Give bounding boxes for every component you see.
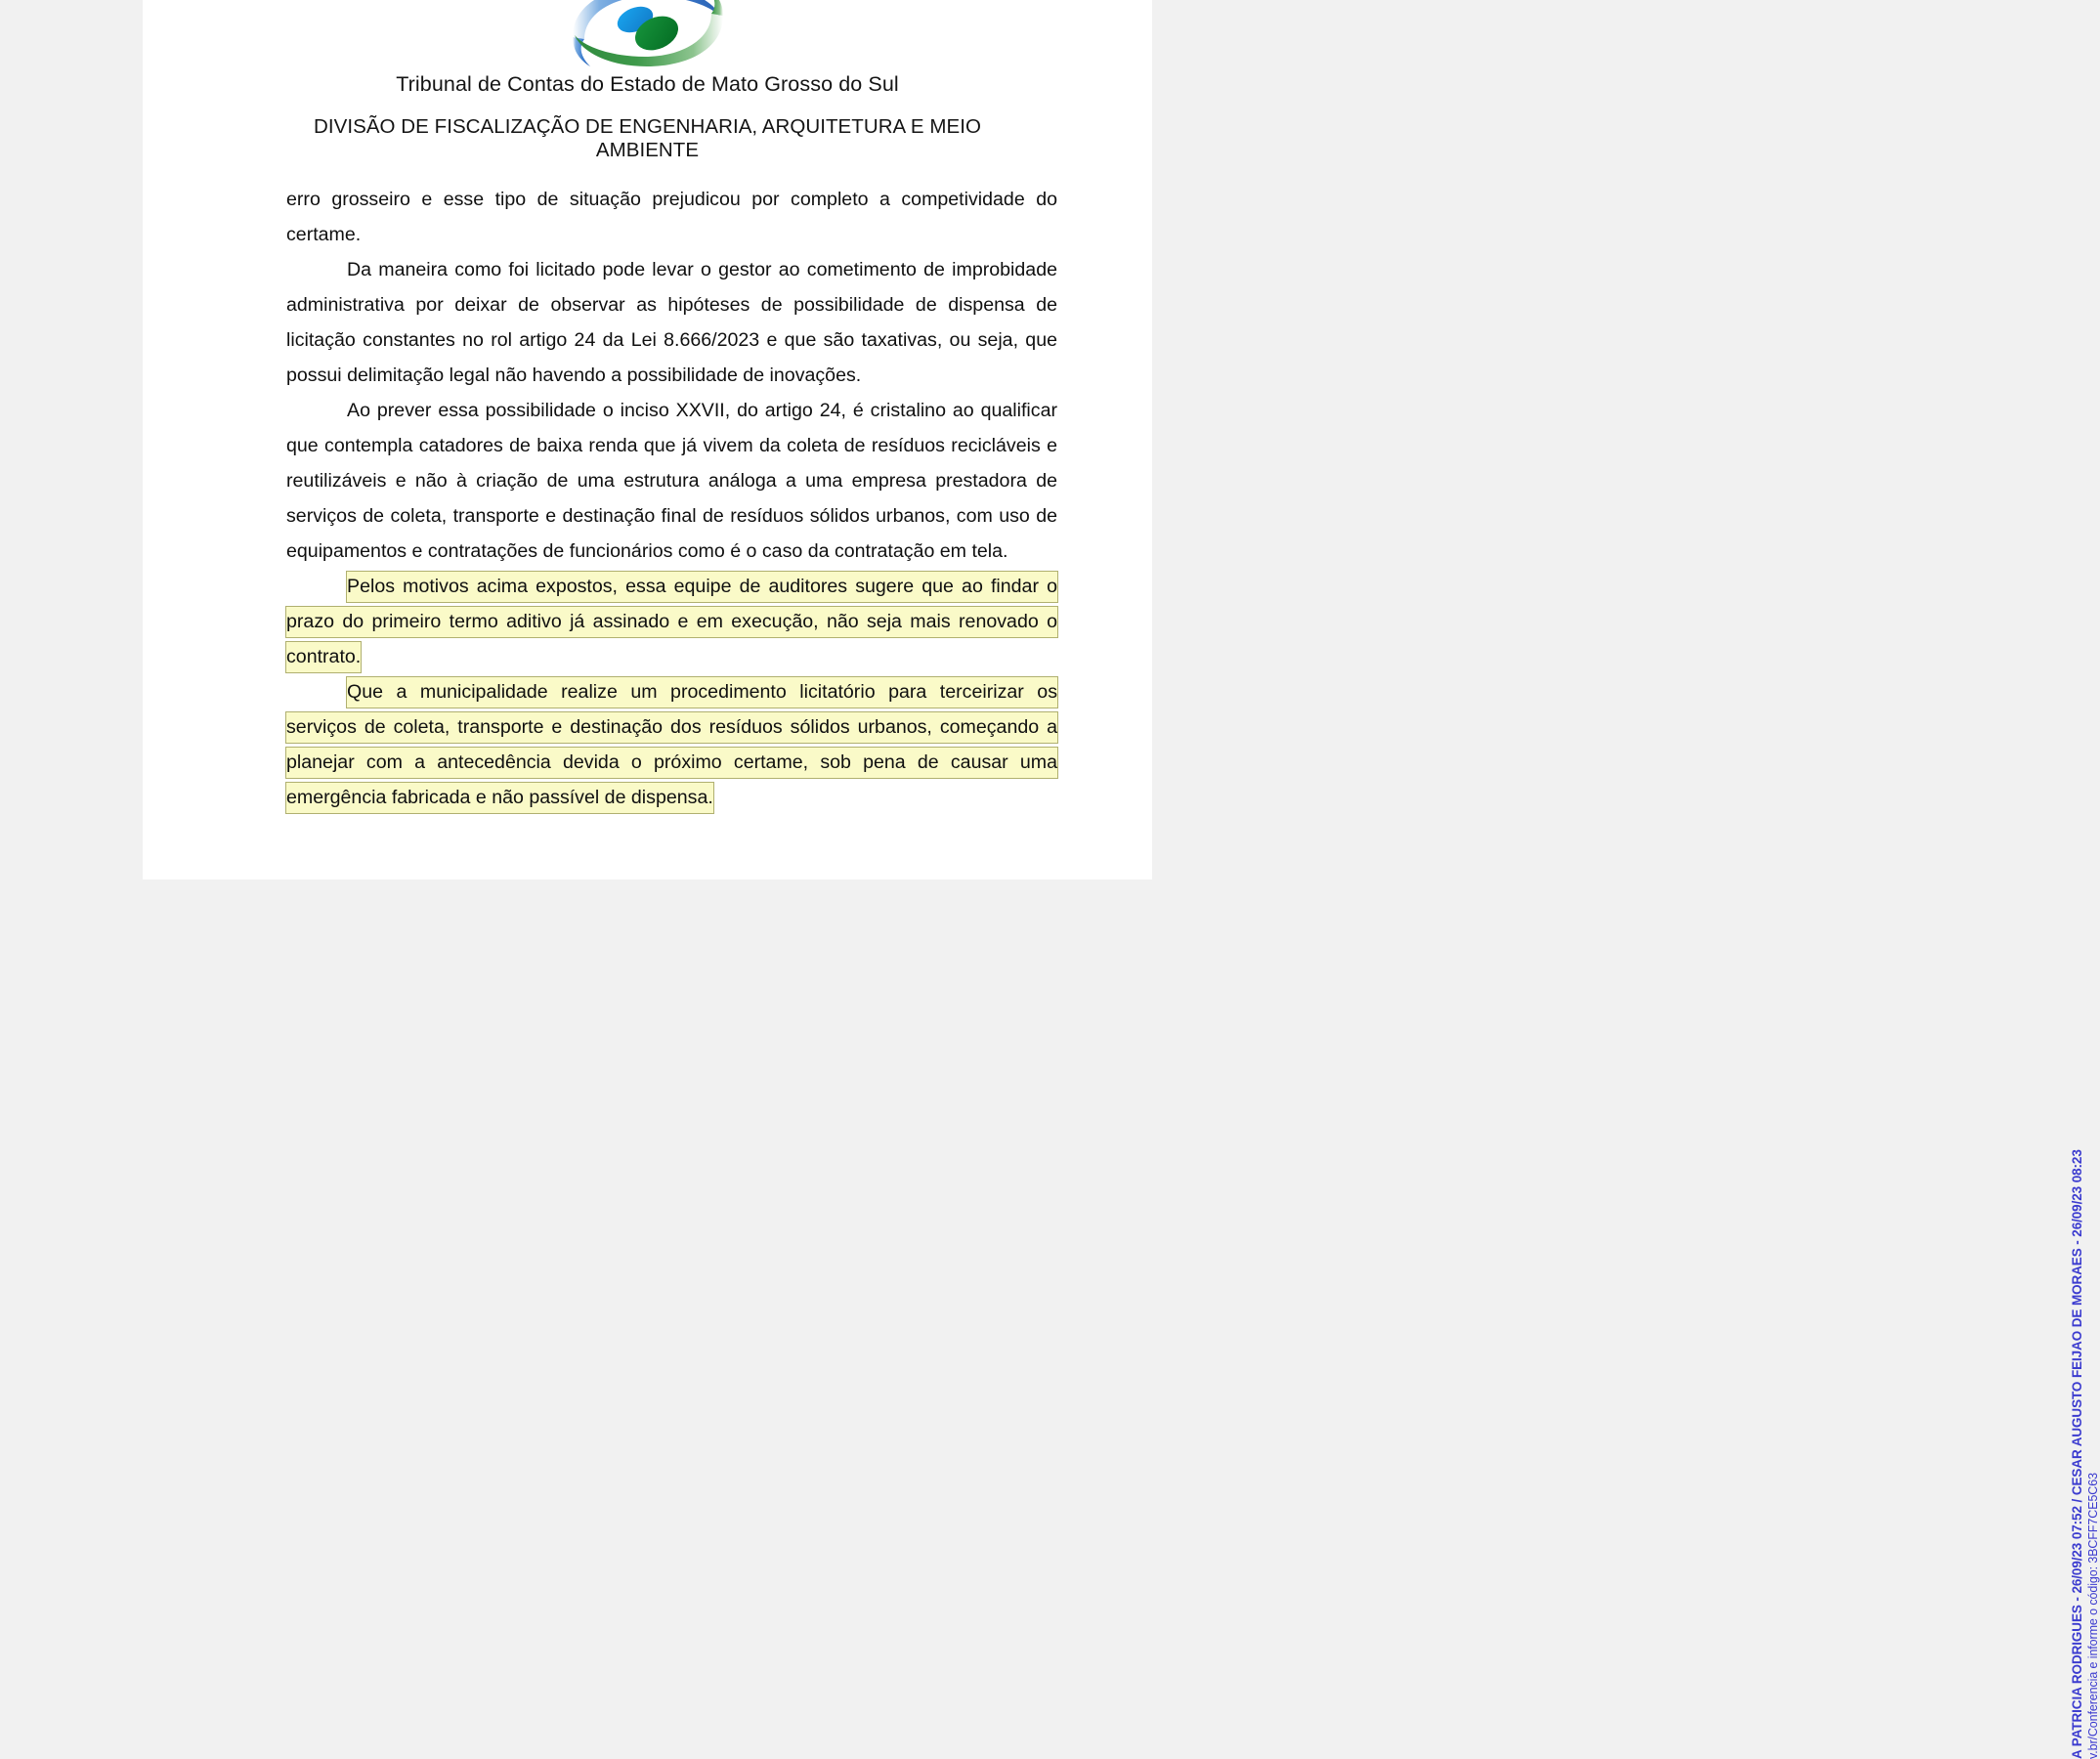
- paragraph-improbidade: Da maneira como foi licitado pode levar o gestor ao cometimento de improbidade administrativa por deixar de observar as hipóteses de possibilidade de dispensa de licitação constantes no rol artigo 24 da Lei 8.666/2023 e que são taxativas, ou seja, que possui delimitação legal não havendo a possibilidade de inovações.: [286, 258, 1057, 386]
- paragraph-certame: erro grosseiro e esse tipo de situação prejudicou por completo a competividade do certame.: [286, 188, 1057, 245]
- paragraph-sugestao-licitacao: [286, 674, 1057, 815]
- paragraph-inciso-xxvii: Ao prever essa possibilidade o inciso XXVII, do artigo 24, é cristalino ao qualificar que contempla catadores de baixa renda que já vivem da coleta de resíduos recicláveis e reutilizáveis e não à criação de uma estrutura análoga a uma empresa prestadora de serviços de coleta, transporte e destinação final de resíduos sólidos urbanos, com uso de equipamentos e contratações de funcionários como é o caso da contratação em tela.: [286, 399, 1057, 562]
- document-body: [286, 182, 1057, 815]
- document-page: [143, 0, 2100, 1759]
- tcems-logo: [143, 0, 1152, 70]
- organization-title: Tribunal de Contas do Estado de Mato Grosso do Sul: [396, 72, 899, 96]
- document-header: [143, 0, 1152, 162]
- division-title: DIVISÃO DE FISCALIZAÇÃO DE ENGENHARIA, ARQUITETURA E MEIO AMBIENTE: [314, 114, 981, 161]
- highlight-span: Que a municipalidade realize um procedimento licitatório para terceirizar os serviços de coleta, transporte e destinação dos resíduos sólidos urbanos, começando a planejar com a antecedência devida o próximo certame, sob pena de causar uma emergência fabricada e não passível de dispensa.: [286, 677, 1057, 813]
- highlight-span: Pelos motivos acima expostos, essa equipe de auditores sugere que ao findar o prazo do primeiro termo aditivo já assinado e em execução, não seja mais renovado o contrato.: [286, 572, 1057, 672]
- paragraph-sugestao-nao-renovar: [286, 569, 1057, 674]
- signature-line-signers: A PATRICIA RODRIGUES - 26/09/23 07:52 / CESAR AUGUSTO FEIJAO DE MORAES - 26/09/23 08:23: [2070, 1149, 2084, 1759]
- signature-line-verification-code: v.br/Conferencia e informe o código: 3BCFF7CE5C63: [2086, 1473, 2100, 1759]
